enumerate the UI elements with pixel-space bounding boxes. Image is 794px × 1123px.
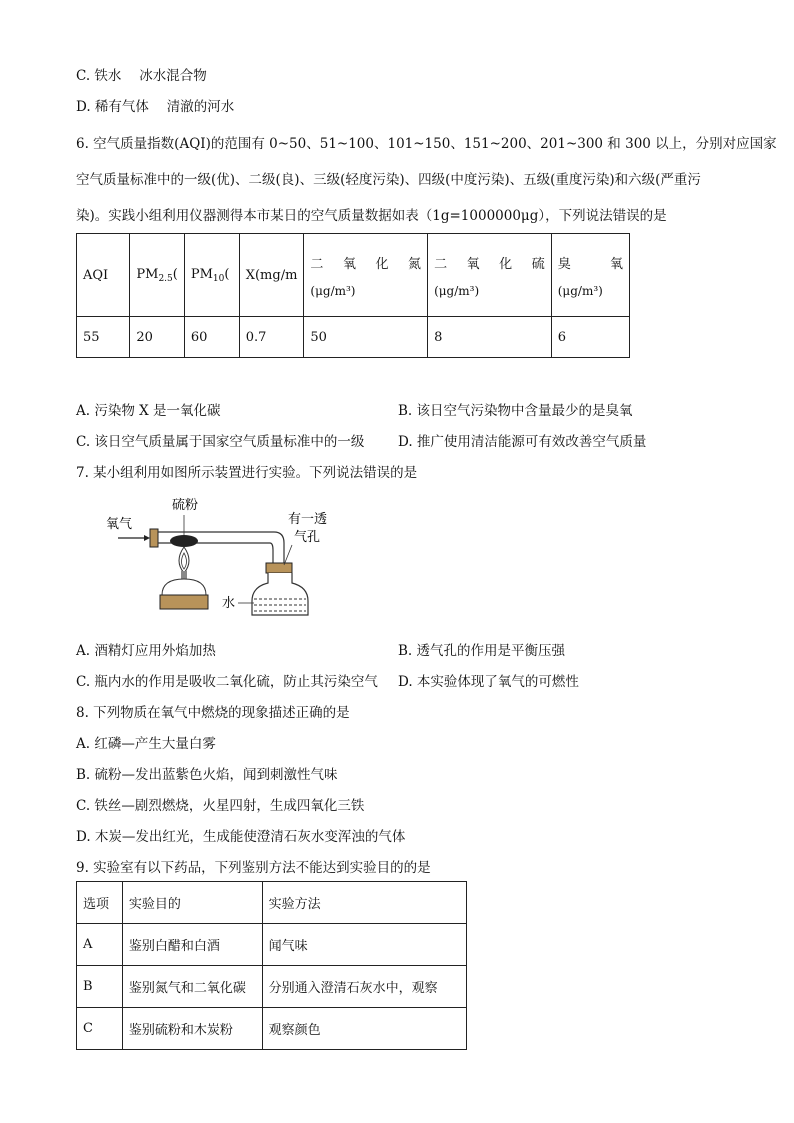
- cell-option: B: [77, 966, 123, 1008]
- q5-option-c: C. 铁水 冰水混合物: [76, 68, 207, 84]
- cell-method: 分别通入澄清石灰水中，观察: [262, 966, 466, 1008]
- q5-option-d: D. 稀有气体 清澈的河水: [76, 99, 235, 115]
- header-option: 选项: [77, 882, 123, 924]
- cell-option: C: [77, 1008, 123, 1050]
- cell-purpose: 鉴别硫粉和木炭粉: [122, 1008, 262, 1050]
- cell-purpose: 鉴别氮气和二氧化碳: [122, 966, 262, 1008]
- cell-no2: 50: [304, 317, 428, 358]
- header-no2: 二 氧 化 氮 (μg/m³): [304, 234, 428, 317]
- q6-option-d: D. 推广使用清洁能源可有效改善空气质量: [398, 434, 647, 450]
- label-oxygen: 氧气: [106, 517, 133, 532]
- cell-method: 闻气味: [262, 924, 466, 966]
- header-pm25: $PM_{2.5}$(: [130, 234, 184, 317]
- label-sulfur: 硫粉: [172, 498, 199, 513]
- header-o3: 臭 氧 (μg/m³): [551, 234, 629, 317]
- q7-option-b: B. 透气孔的作用是平衡压强: [398, 643, 566, 659]
- cell-pm10: 60: [184, 317, 239, 358]
- q6-stem-line3: 染)。实践小组利用仪器测得本市某日的空气质量数据如表（1g=1000000μg），下列说法错误的是: [76, 208, 667, 224]
- q8-option-c: C. 铁丝—剧烈燃烧，火星四射，生成四氧化三铁: [76, 798, 365, 814]
- apparatus-illustration: [96, 495, 366, 620]
- q6-stem-line2: 空气质量标准中的一级(优)、二级(良)、三级(轻度污染)、四级(中度污染)、五级(重度污染)和六级(严重污: [76, 172, 701, 188]
- q6-option-a: A. 污染物 X 是一氧化碳: [76, 403, 221, 419]
- table-row: [77, 966, 467, 1008]
- q6-stem-line1: 6. 空气质量指数(AQI)的范围有 0~50、51~100、101~150、151~200、201~300 和 300 以上，分别对应国家: [76, 136, 777, 152]
- q8-option-b: B. 硫粉—发出蓝紫色火焰，闻到刺激性气味: [76, 767, 338, 783]
- cell-purpose: 鉴别白醋和白酒: [122, 924, 262, 966]
- apparatus-diagram: [96, 495, 366, 620]
- header-method: 实验方法: [262, 882, 466, 924]
- cell-pm25: 20: [130, 317, 184, 358]
- header-purpose: 实验目的: [122, 882, 262, 924]
- header-so2: 二 氧 化 硫 (μg/m³): [428, 234, 552, 317]
- table-row: [77, 924, 467, 966]
- q8-stem: 8. 下列物质在氧气中燃烧的现象描述正确的是: [76, 705, 350, 721]
- q7-option-a: A. 酒精灯应用外焰加热: [76, 643, 216, 659]
- table-row: [77, 1008, 467, 1050]
- cell-aqi: 55: [77, 317, 130, 358]
- header-aqi: AQI: [77, 234, 130, 317]
- table-row: [77, 317, 630, 358]
- cell-so2: 8: [428, 317, 552, 358]
- cell-option: A: [77, 924, 123, 966]
- q6-option-c: C. 该日空气质量属于国家空气质量标准中的一级: [76, 434, 365, 450]
- cell-o3: 6: [551, 317, 629, 358]
- air-quality-table: [76, 233, 630, 358]
- q9-stem: 9. 实验室有以下药品，下列鉴别方法不能达到实验目的的是: [76, 860, 431, 876]
- q6-option-b: B. 该日空气污染物中含量最少的是臭氧: [398, 403, 633, 419]
- label-vent-2: 气孔: [294, 530, 321, 545]
- q8-option-d: D. 木炭—发出红光，生成能使澄清石灰水变浑浊的气体: [76, 829, 406, 845]
- q8-option-a: A. 红磷—产生大量白雾: [76, 736, 216, 752]
- identification-table: [76, 881, 467, 1050]
- table-header-row: [77, 234, 630, 317]
- q7-option-c: C. 瓶内水的作用是吸收二氧化硫，防止其污染空气: [76, 674, 378, 690]
- header-x: X(mg/m: [239, 234, 304, 317]
- label-vent-1: 有一透: [288, 512, 328, 527]
- header-pm10: $PM_{10}$(: [184, 234, 239, 317]
- cell-x: 0.7: [239, 317, 304, 358]
- table-header-row: [77, 882, 467, 924]
- cell-method: 观察颜色: [262, 1008, 466, 1050]
- q7-option-d: D. 本实验体现了氧气的可燃性: [398, 674, 579, 690]
- label-water: 水: [222, 596, 236, 611]
- q7-stem: 7. 某小组利用如图所示装置进行实验。下列说法错误的是: [76, 465, 418, 481]
